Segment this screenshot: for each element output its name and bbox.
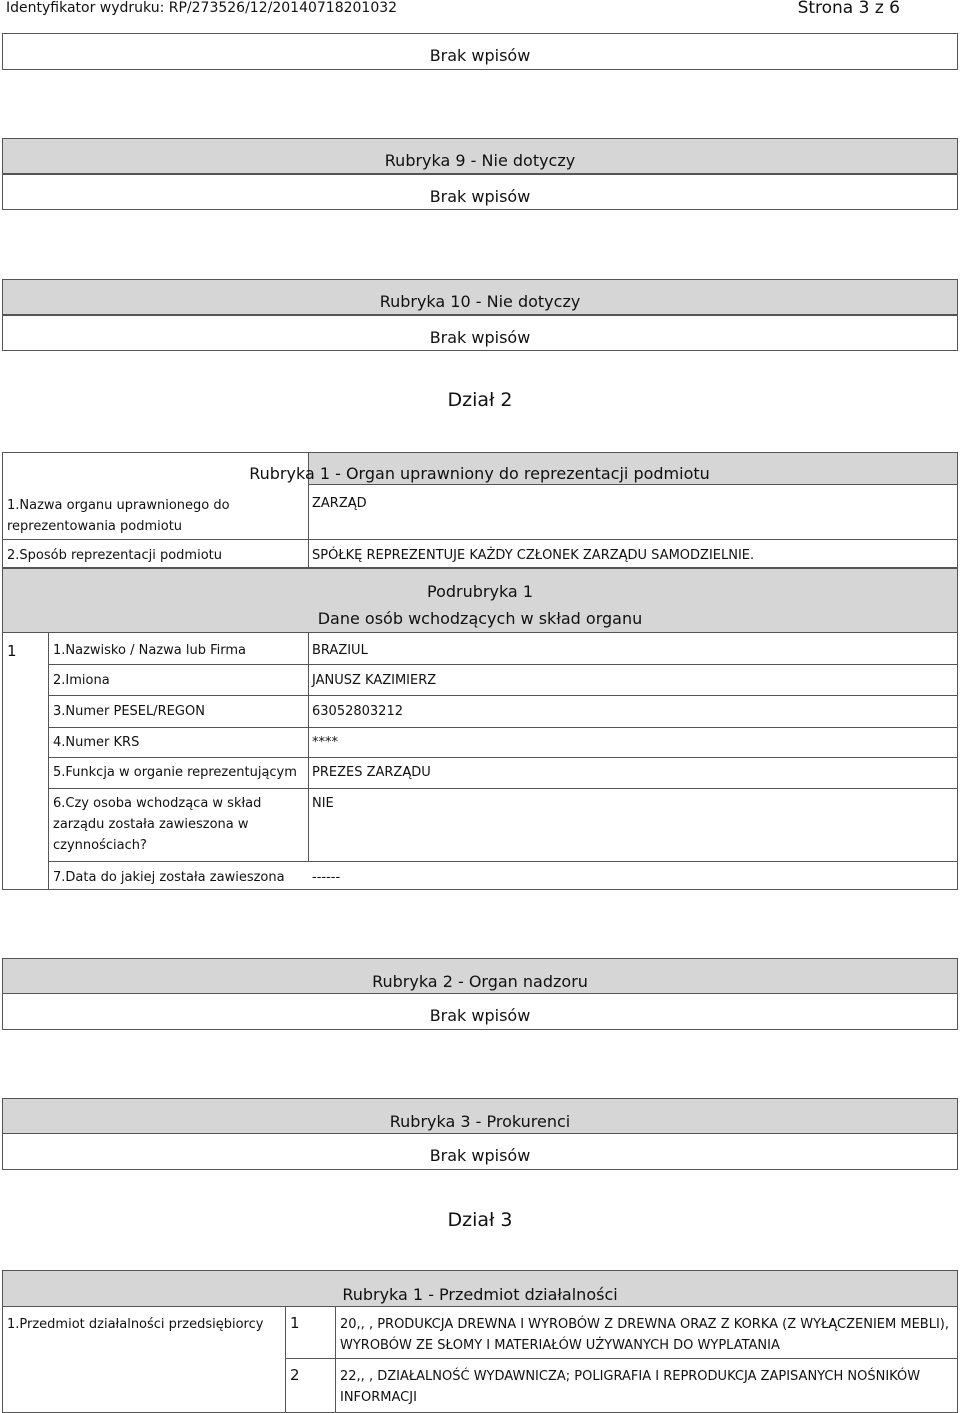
representation-method-value: SPÓŁKĘ REPREZENTUJE KAŻDY CZŁONEK ZARZĄDU SAMODZIELNIE. [312,548,755,563]
dzial-3-rubryka-1-header [2,1270,958,1307]
suspended-label: 6.Czy osoba wchodząca w skład zarządu została zawieszona w czynnościach? [53,796,262,853]
rubryka-10-header [2,279,958,315]
krs-label: 4.Numer KRS [53,735,140,750]
divider [48,664,958,665]
divider [48,727,958,728]
rubryka-10-title: Rubryka 10 - Nie dotyczy [379,292,581,311]
function-value: PREZES ZARZĄDU [312,765,431,780]
dzial-3-title: Dział 3 [447,1209,513,1231]
dzial-2-title: Dział 2 [447,389,513,411]
activity-item-number: 2 [290,1366,300,1384]
podrubryka-title: Podrubryka 1 [427,582,533,601]
divider [48,788,958,789]
activity-item-number: 1 [290,1314,300,1332]
podrubryka-subtitle: Dane osób wchodzących w skład organu [317,609,643,628]
organ-name-label: 1.Nazwa organu uprawnionego do reprezentowania podmiotu [7,498,230,534]
krs-value: **** [312,735,338,750]
page-number: Strona 3 z 6 [797,0,900,18]
rubryka-2-header [2,958,958,994]
rubryka-3-body [2,1133,958,1170]
representation-method-cell [308,539,958,568]
pesel-value: 63052803212 [312,704,403,719]
rubryka-2-body [2,993,958,1030]
no-entries-text: Brak wpisów [429,187,531,206]
organ-name-cell [308,484,958,540]
dzial-3-rubryka-1-title: Rubryka 1 - Przedmiot działalności [342,1285,618,1304]
no-entries-text: Brak wpisów [429,328,531,347]
activity-item-text: 20,, , PRODUKCJA DREWNA I WYROBÓW Z DREWNA ORAZ Z KORKA (Z WYŁĄCZENIEM MEBLI), WYROBÓW ZE SŁOMY I MATERIAŁÓW UŻYWANYCH DO WYPLATANIA [340,1317,949,1353]
rubryka-2-title: Rubryka 2 - Organ nadzoru [372,972,588,991]
rubryka-9-title: Rubryka 9 - Nie dotyczy [384,151,576,170]
divider [48,695,958,696]
divider [48,757,958,758]
divider [335,1306,336,1413]
divider [48,861,958,862]
entry-number: 1 [7,642,17,660]
rubryka-1-header [249,452,958,485]
no-entries-text: Brak wpisów [429,1006,531,1025]
rubryka-3-title: Rubryka 3 - Prokurenci [389,1112,571,1131]
suspended-date-value: ------ [312,870,341,885]
first-names-label: 2.Imiona [53,673,110,688]
organ-name-value: ZARZĄD [312,496,367,511]
print-identifier: Identyfikator wydruku: RP/273526/12/20140718201032 [6,0,398,16]
no-entries-text: Brak wpisów [429,1146,531,1165]
no-entries-text: Brak wpisów [429,46,531,65]
activity-item-text: 22,, , DZIAŁALNOŚĆ WYDAWNICZA; POLIGRAFIA I REPRODUKCJA ZAPISANYCH NOŚNIKÓW INFORMACJI [340,1369,921,1405]
representation-method-label: 2.Sposób reprezentacji podmiotu [7,548,222,563]
function-label: 5.Funkcja w organie reprezentującym [53,765,297,780]
suspended-date-label: 7.Data do jakiej została zawieszona [53,870,285,885]
rubryka-10-body [2,315,958,351]
divider [285,1358,958,1359]
divider [308,632,309,861]
empty-section-box [2,33,958,70]
first-names-value: JANUSZ KAZIMIERZ [312,673,437,688]
activity-label: 1.Przedmiot działalności przedsiębiorcy [7,1317,264,1332]
divider [48,632,49,890]
rubryka-1-title: Rubryka 1 - Organ uprawniony do reprezentacji podmiotu [249,464,710,483]
surname-label: 1.Nazwisko / Nazwa lub Firma [53,643,246,658]
suspended-value: NIE [312,796,334,811]
podrubryka-header [2,568,958,633]
surname-value: BRAZIUL [312,643,368,658]
divider [2,539,309,540]
rubryka-9-header [2,138,958,174]
rubryka-9-body [2,174,958,210]
rubryka-3-header [2,1098,958,1134]
pesel-label: 3.Numer PESEL/REGON [53,704,205,719]
divider [285,1306,286,1413]
